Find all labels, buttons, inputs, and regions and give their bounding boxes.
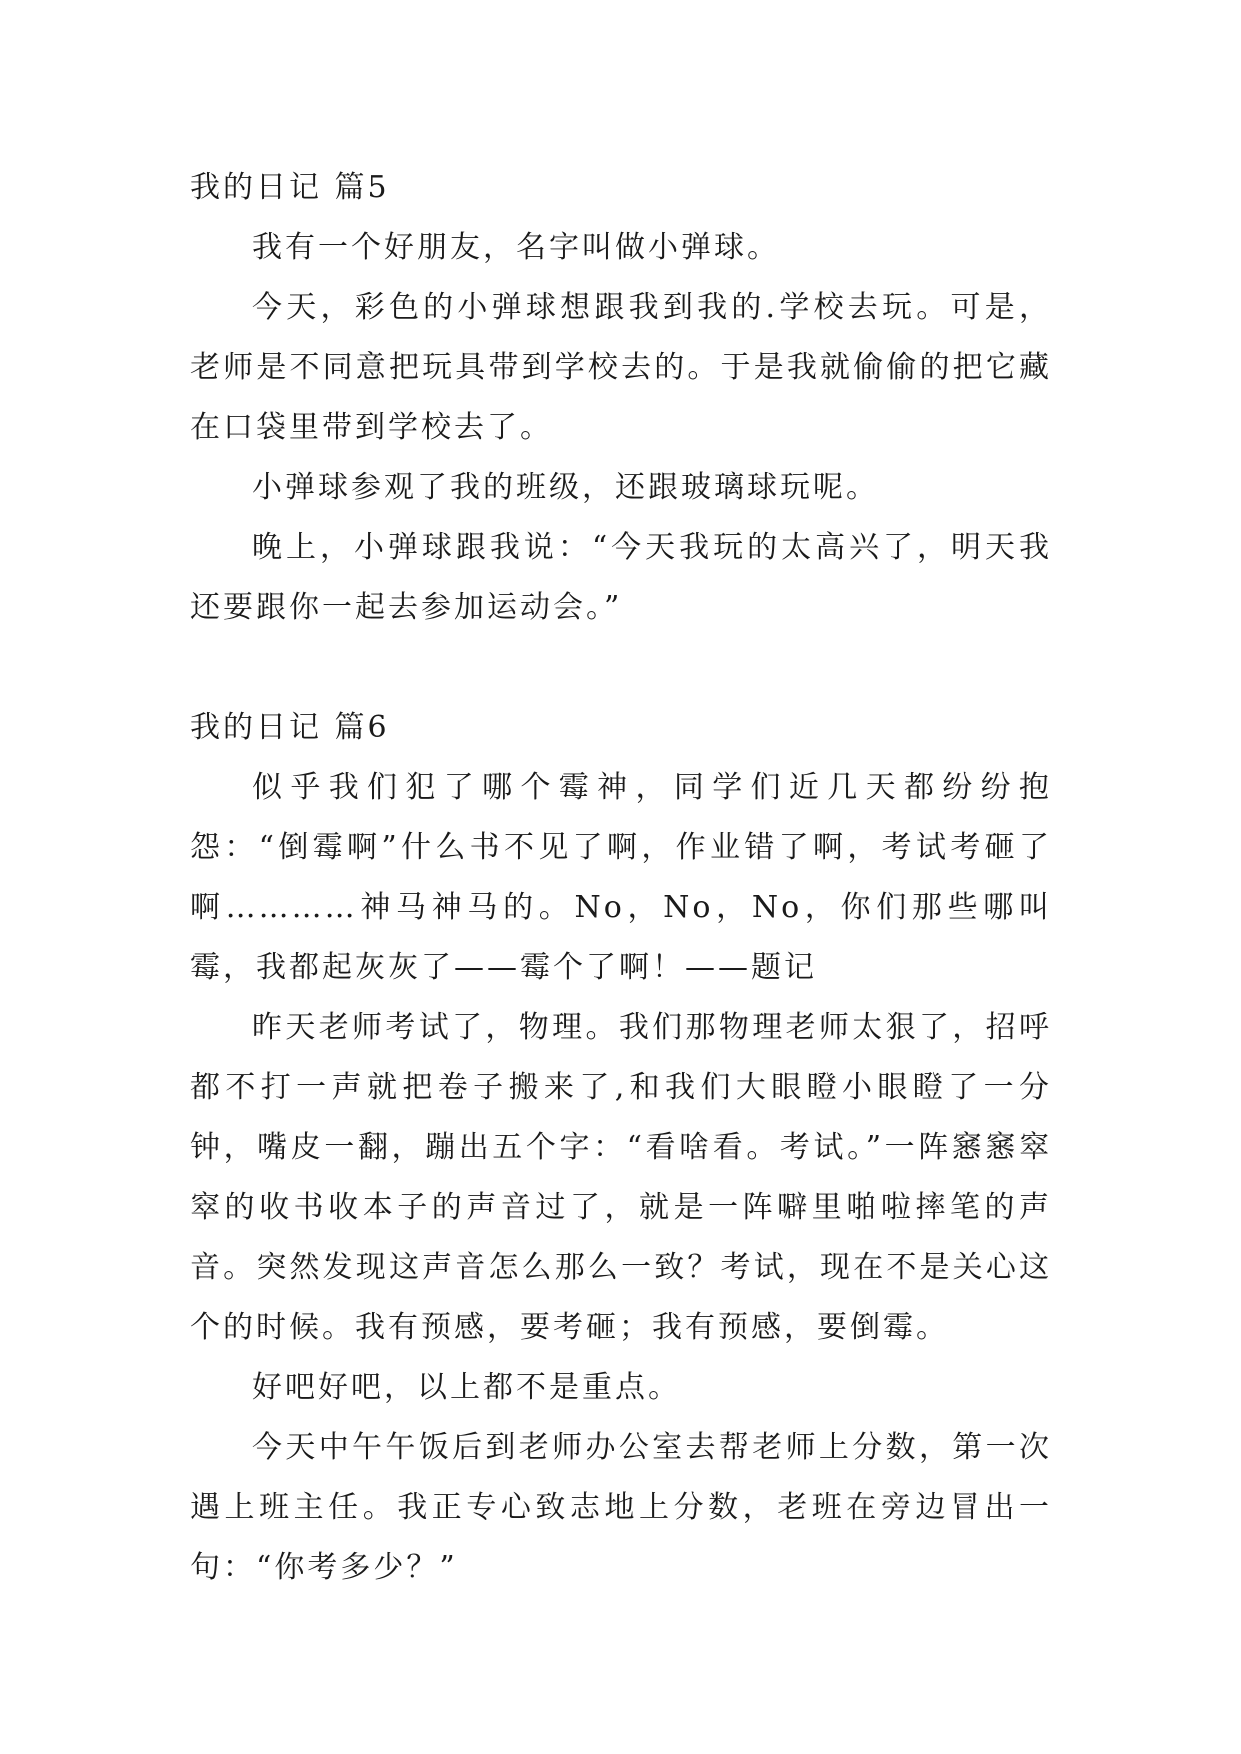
paragraph: 昨天老师考试了，物理。我们那物理老师太狠了，招呼都不打一声就把卷子搬来了,和我们大眼瞪小眼瞪了一分钟，嘴皮一翻，蹦出五个字：“看啥看。考试。”一阵窸窸窣窣的收书收本子的声音过了，就是一阵噼里啪啦摔笔的声音。突然发现这声音怎么那么一致？考试，现在不是关心这个的时候。我有预感，要考砸；我有预感，要倒霉。 xyxy=(190,1010,1052,1345)
paragraph: 今天，彩色的小弹球想跟我到我的.学校去玩。可是，老师是不同意把玩具带到学校去的。于是我就偷偷的把它藏在口袋里带到学校去了。 xyxy=(190,290,1052,445)
paragraph: 好吧好吧，以上都不是重点。 xyxy=(252,1370,681,1405)
paragraph: 今天中午午饭后到老师办公室去帮老师上分数，第一次遇上班主任。我正专心致志地上分数，老班在旁边冒出一句：“你考多少？” xyxy=(190,1430,1052,1585)
section-spacer xyxy=(190,638,1052,698)
paragraph: 似乎我们犯了哪个霉神，同学们近几天都纷纷抱怨：“倒霉啊”什么书不见了啊，作业错了啊，考试考砸了啊…………神马神马的。No，No，No，你们那些哪叫霉，我都起灰灰了——霉个了啊！——题记 xyxy=(190,770,1052,985)
paragraph: 晚上，小弹球跟我说：“今天我玩的太高兴了，明天我还要跟你一起去参加运动会。” xyxy=(190,530,1052,625)
section-title: 我的日记 篇6 xyxy=(190,710,390,745)
paragraph: 小弹球参观了我的班级，还跟玻璃球玩呢。 xyxy=(252,470,879,505)
paragraph: 我有一个好朋友，名字叫做小弹球。 xyxy=(252,230,780,265)
document-body xyxy=(190,158,1052,1598)
section-title: 我的日记 篇5 xyxy=(190,170,390,205)
diary-entry-6 xyxy=(190,698,1052,1598)
diary-entry-5 xyxy=(190,158,1052,638)
